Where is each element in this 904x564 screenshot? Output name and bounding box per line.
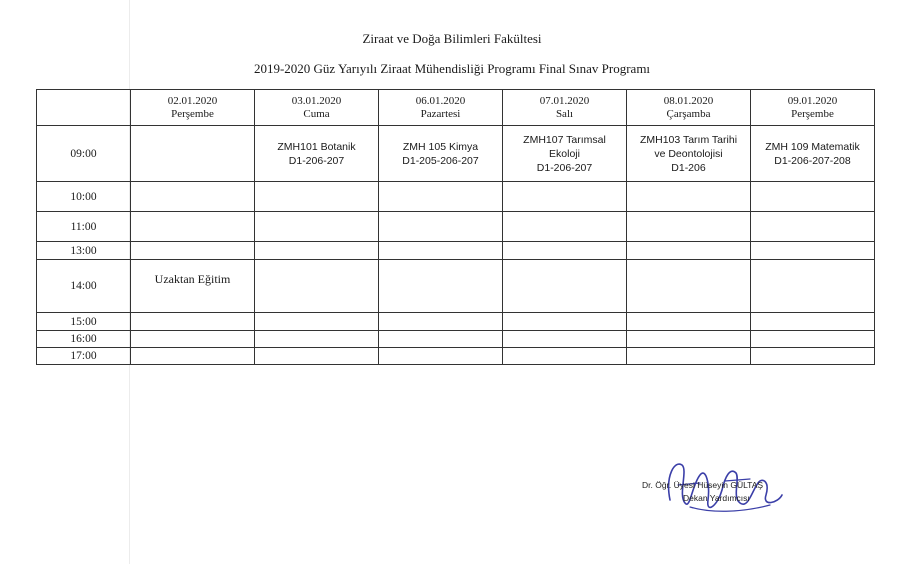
program-title: 2019-2020 Güz Yarıyılı Ziraat Mühendisliği Programı Final Sınav Programı <box>253 61 651 76</box>
day-header: 07.01.2020 Salı <box>503 90 627 126</box>
signature-scribble <box>630 455 810 525</box>
signature-title: Dekan Yardımcısı <box>683 493 750 503</box>
day-header: 08.01.2020 Çarşamba <box>627 90 751 126</box>
time-cell: 16:00 <box>37 331 131 348</box>
exam-cell: ZMH 105 Kimya D1-205-206-207 <box>379 126 503 182</box>
exam-schedule-table <box>36 89 875 365</box>
exam-cell: ZMH103 Tarım Tarihi ve Deontolojisi D1-206 <box>627 126 751 182</box>
table-row <box>37 348 875 365</box>
time-cell: 11:00 <box>37 212 131 242</box>
signature-name: Dr. Öğr. Üyesi Hüseyin GÜLTAŞ <box>642 480 764 490</box>
day-header: 02.01.2020 Perşembe <box>131 90 255 126</box>
exam-cell: ZMH107 Tarımsal Ekoloji D1-206-207 <box>503 126 627 182</box>
table-row <box>37 260 875 313</box>
table-row <box>37 212 875 242</box>
distance-education-cell: Uzaktan Eğitim <box>131 260 255 313</box>
exam-cell: ZMH 109 Matematik D1-206-207-208 <box>751 126 875 182</box>
day-header: 09.01.2020 Perşembe <box>751 90 875 126</box>
faculty-title: Ziraat ve Doğa Bilimleri Fakültesi <box>362 31 542 46</box>
exam-cell: ZMH101 Botanik D1-206-207 <box>255 126 379 182</box>
table-row <box>37 331 875 348</box>
day-header: 06.01.2020 Pazartesi <box>379 90 503 126</box>
exam-cell <box>131 126 255 182</box>
time-cell: 10:00 <box>37 182 131 212</box>
corner-cell <box>37 90 131 126</box>
time-cell: 15:00 <box>37 313 131 331</box>
table-row <box>37 313 875 331</box>
table-row <box>37 182 875 212</box>
time-cell: 17:00 <box>37 348 131 365</box>
time-cell: 09:00 <box>37 126 131 182</box>
table-row <box>37 126 875 182</box>
time-cell: 14:00 <box>37 260 131 313</box>
table-row <box>37 242 875 260</box>
day-header: 03.01.2020 Cuma <box>255 90 379 126</box>
time-cell: 13:00 <box>37 242 131 260</box>
table-header-row <box>37 90 875 126</box>
